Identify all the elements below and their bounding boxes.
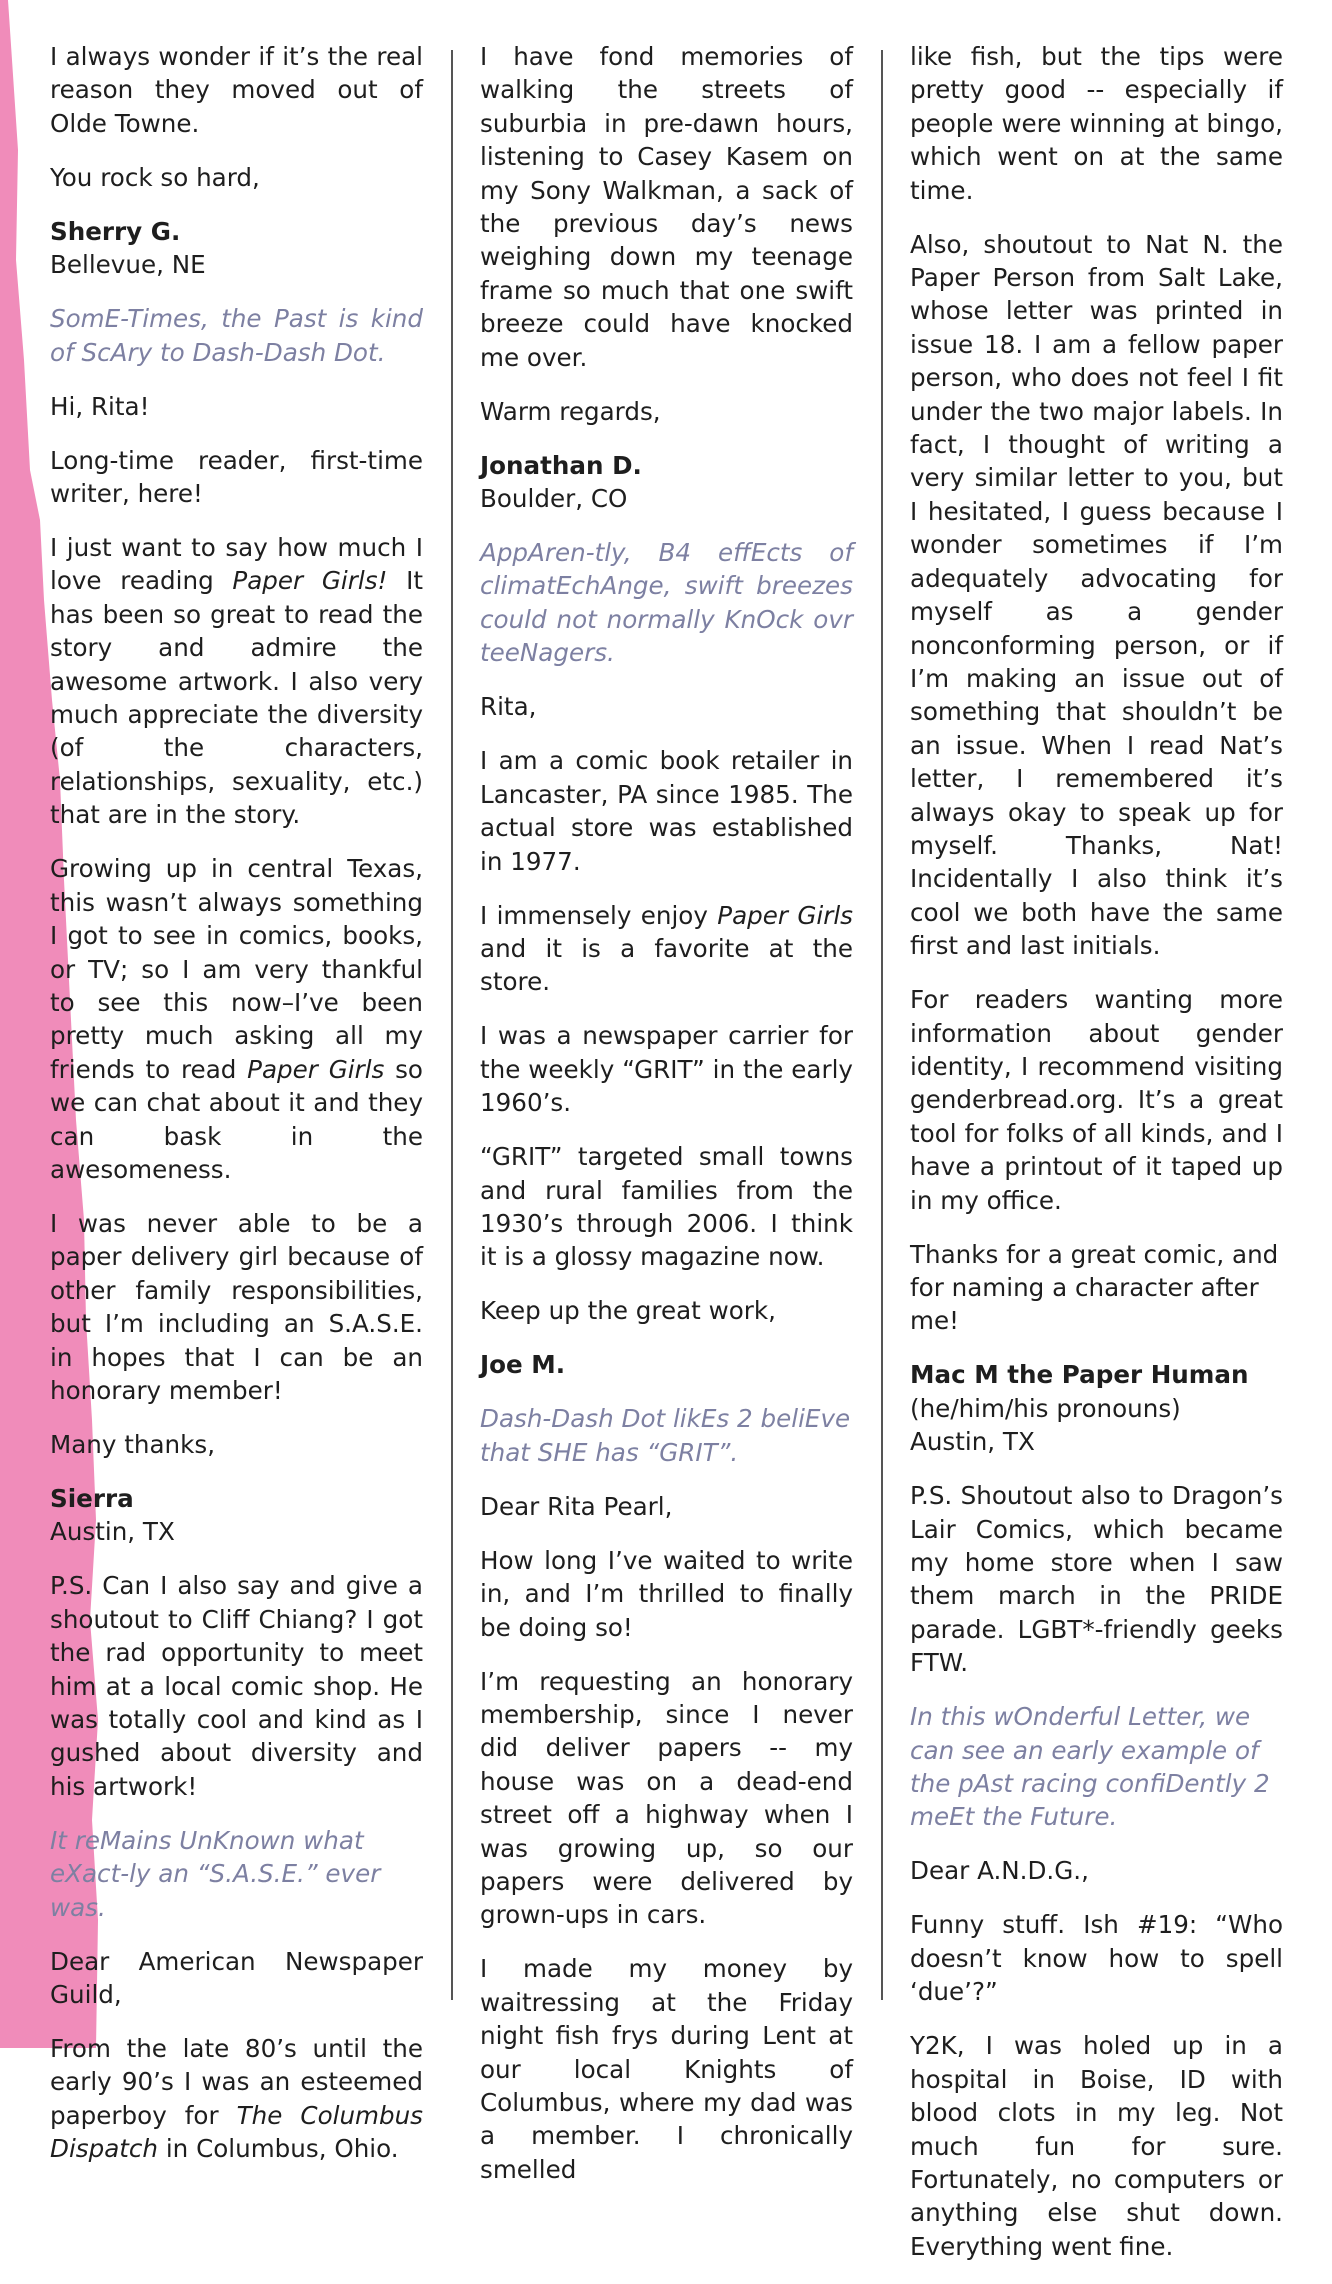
letter-greeting: Dear Rita Pearl, — [480, 1491, 673, 1521]
letter-paragraph — [50, 531, 423, 832]
text-run: I just want to say how much I love reading — [50, 533, 423, 596]
letter-greeting: Dear A.N.D.G., — [910, 1856, 1089, 1886]
column-3 — [910, 40, 1283, 2284]
letter-greeting: Dear American Newspaper Guild, — [50, 1946, 423, 2010]
column-2 — [480, 40, 853, 2207]
signature-pronouns: (he/him/his pronouns) — [910, 1393, 1181, 1423]
editor-response: It reMains UnKnown what eXact-ly an “S.A.S.E.” ever was. — [50, 1825, 381, 1922]
letter-greeting: Rita, — [480, 692, 537, 722]
comic-title: Paper Girls — [717, 900, 853, 930]
column-1 — [50, 40, 423, 2186]
letter-closing: Warm regards, — [480, 396, 661, 426]
letter-paragraph: Y2K, I was holed up in a hospital in Boise, ID with blood clots in my leg. Not much fun for sure. Fortunately, no computers or anything else shut down. Everything went fine. — [910, 2031, 1283, 2261]
letter-paragraph: P.S. Shoutout also to Dragon’s Lair Comics, which became my home store when I saw them march in the PRIDE parade. LGBT*-friendly geeks FTW. — [910, 1481, 1283, 1678]
signature-location: Austin, TX — [50, 1517, 175, 1547]
signature-name: Sierra — [50, 1483, 134, 1513]
letter-paragraph: I was never able to be a paper delivery girl because of other family responsibilities, but I’m including an S.A.S.E. in hopes that I can be an honorary member! — [50, 1208, 423, 1405]
signature-location: Austin, TX — [910, 1427, 1035, 1457]
comic-title: Paper Girls! — [232, 566, 388, 596]
newspaper-title: The Columbus Dispatch — [50, 2100, 424, 2164]
letter-closing: You rock so hard, — [50, 162, 260, 192]
comic-title: Paper Girls — [247, 1054, 385, 1084]
column-divider-1 — [451, 50, 453, 2000]
letter-paragraph — [50, 852, 423, 1186]
text-run: in Columbus, Ohio. — [158, 2134, 399, 2164]
letter-paragraph: Funny stuff. Ish #19: “Who doesn’t know how to spell ‘due’?” — [910, 1910, 1283, 2007]
text-run: Growing up in central Texas, this wasn’t always something I got to see in comics, books, or TV; so I am very thankful to see this now–I’ve been pretty much asking all my friends to read — [50, 854, 423, 1084]
signature-name: Sherry G. — [50, 216, 181, 246]
text-run: so we can chat about it and they can bask in the awesomeness. — [50, 1054, 423, 1184]
letter-paragraph: I am a comic book retailer in Lancaster, PA since 1985. The actual store was established in 1977. — [480, 746, 853, 876]
letter-closing: Keep up the great work, — [480, 1296, 776, 1326]
letter-paragraph — [50, 2032, 423, 2166]
text-run: I immensely enjoy — [480, 900, 718, 930]
signature — [480, 449, 853, 516]
signature-name: Mac M the Paper Human — [910, 1360, 1249, 1390]
letter-paragraph: I made my money by waitressing at the Friday night fish frys during Lent at our local Knights of Columbus, where my dad was a member. I chronically smelled — [480, 1954, 853, 2184]
signature — [910, 1358, 1283, 1458]
letter-paragraph: like fish, but the tips were pretty good -- especially if people were winning at bingo, which went on at the same time. — [910, 42, 1283, 205]
column-divider-2 — [881, 50, 883, 2000]
signature-name: Joe M. — [480, 1350, 566, 1380]
letter-paragraph — [480, 899, 853, 999]
letter-greeting: Hi, Rita! — [50, 391, 150, 421]
letter-paragraph: For readers wanting more information about gender identity, I recommend visiting genderbread.org. It’s a great tool for folks of all kinds, and I have a printout of it taped up in my office. — [910, 985, 1283, 1215]
signature — [50, 215, 423, 282]
letter-paragraph: How long I’ve waited to write in, and I’m thrilled to finally be doing so! — [480, 1545, 853, 1642]
signature — [480, 1348, 853, 1381]
text-run: It has been so great to read the story and admire the awesome artwork. I also very much appreciate the diversity (of the characters, relationships, sexuality, etc.) that are in the story. — [50, 566, 423, 830]
editor-response: Dash-Dash Dot likEs 2 beliEve that SHE has “GRIT”. — [480, 1404, 851, 1467]
letter-paragraph: Also, shoutout to Nat N. the Paper Person from Salt Lake, whose letter was printed in issue 18. I am a fellow paper person, who does not feel I fit under the two major labels. In fact, I thought of writing a very similar letter to you, but I hesitated, I guess because I wonder sometimes if I’m adequately advocating for myself as a gender nonconforming person, or if I’m making an issue out of something that shouldn’t be an issue. When I read Nat’s letter, I remembered it’s always okay to speak up for myself. Thanks, Nat! Incidentally I also think it’s cool we both have the same first and last initials. — [910, 229, 1283, 961]
letter-closing: Many thanks, — [50, 1429, 216, 1459]
letter-paragraph: “GRIT” targeted small towns and rural families from the 1930’s through 2006. I think it is a glossy magazine now. — [480, 1142, 853, 1272]
editor-response: AppAren-tly, B4 effEcts of climatEchAnge, swift breezes could not normally KnOck ovr teeNagers. — [480, 538, 853, 668]
signature-name: Jonathan D. — [480, 450, 642, 480]
letter-paragraph: I always wonder if it’s the real reason they moved out of Olde Towne. — [50, 42, 423, 138]
signature-location: Boulder, CO — [480, 484, 628, 514]
signature — [50, 1482, 423, 1549]
letter-paragraph: P.S. Can I also say and give a shoutout to Cliff Chiang? I got the rad opportunity to meet him at a local comic shop. He was totally cool and kind as I gushed about diversity and his artwork! — [50, 1571, 423, 1801]
text-run: From the late 80’s until the early 90’s I was an esteemed paperboy for — [50, 2034, 423, 2130]
letter-paragraph: Long-time reader, first-time writer, here! — [50, 445, 423, 509]
editor-response: SomE-Times, the Past is kind of ScAry to Dash-Dash Dot. — [50, 304, 423, 367]
editor-response: In this wOnderful Letter, we can see an early example of the pAst racing confiDently 2 meEt the Future. — [910, 1702, 1270, 1832]
letter-paragraph: I have fond memories of walking the streets of suburbia in pre-dawn hours, listening to Casey Kasem on my Sony Walkman, a sack of the previous day’s news weighing down my teenage frame so much that one swift breeze could have knocked me over. — [480, 42, 853, 372]
letter-paragraph: Thanks for a great comic, and for naming a character after me! — [910, 1239, 1279, 1336]
text-run: and it is a favorite at the store. — [480, 933, 853, 997]
letter-paragraph: I’m requesting an honorary membership, since I never did deliver papers -- my house was on a dead-end street off a highway when I was growing up, so our papers were delivered by grown-ups in cars. — [480, 1666, 853, 1930]
signature-location: Bellevue, NE — [50, 250, 206, 280]
letter-paragraph: I was a newspaper carrier for the weekly “GRIT” in the early 1960’s. — [480, 1021, 853, 1118]
